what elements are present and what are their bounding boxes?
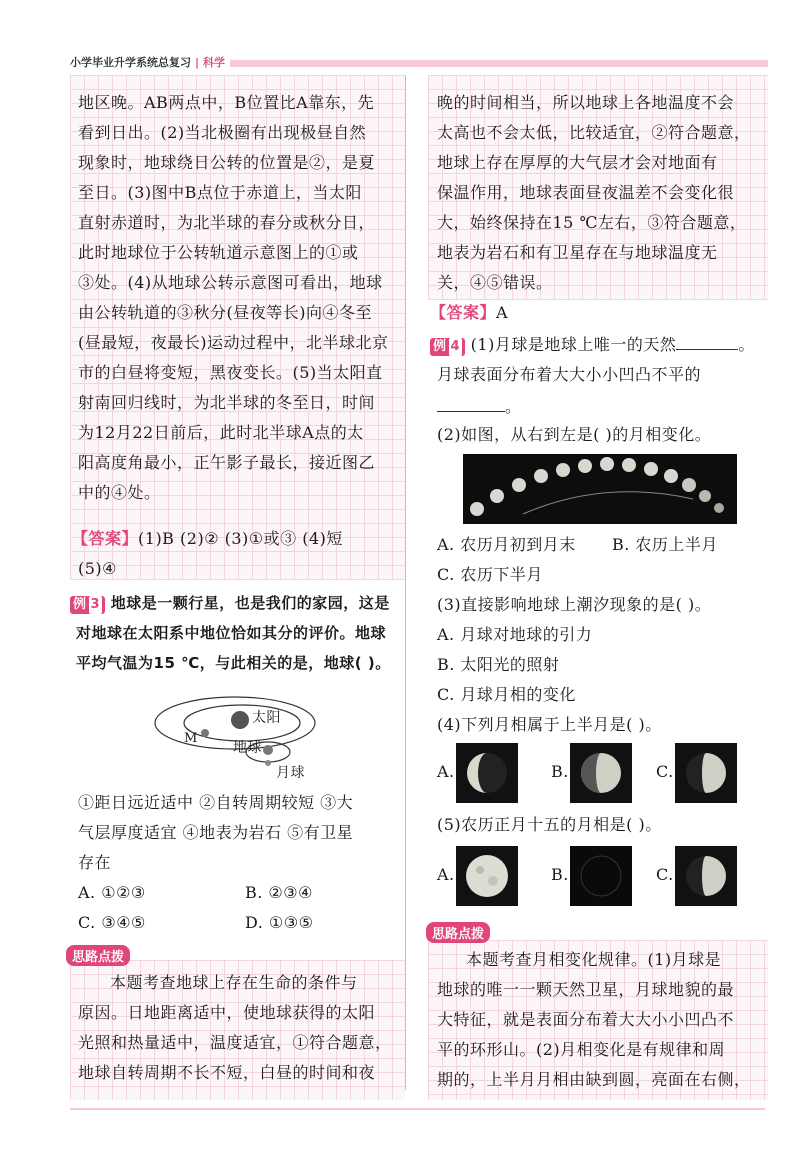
right-tip-badge: 思路点拨 [426,922,490,943]
right-line-5: 大，始终保持在15 ℃左右，③符合题意， [437,213,747,232]
fig-label-m: M [184,731,198,746]
ex4-q2: 月球表面分布着大大小小凹凸不平的 [437,365,702,384]
ex4-q3-a: A. 农历月初到月末 [437,535,576,554]
ex4-q6-option-a-image[interactable] [456,846,518,906]
right-tip-line-5: 期的，上半月月相由缺到圆，亮面在右侧， [437,1070,751,1089]
right-line-3: 地球上存在厚厚的大气层才会对地面有 [437,153,718,172]
ex3-opt-line2: 气层厚度适宜 ④地表为岩石 ⑤有卫星 [78,823,354,842]
ex4-q5-option-b-image[interactable] [570,743,632,803]
ex4-q6: (5)农历正月十五的月相是( )。 [437,815,662,834]
ex4-q6-label-b: B. [551,865,569,884]
full-moon-icon [466,855,508,897]
right-line-4: 保温作用，地球表面昼夜温差不会变化很 [437,183,735,202]
moon-6 [578,459,592,473]
left-line-1: 地区晚。AB两点中，B位置比A靠东，先 [78,93,375,112]
moon-1 [470,502,484,516]
left-grid [70,75,405,580]
ex4-line1 [430,335,755,356]
header-separator: | [195,56,200,69]
moon-phase-svg [463,454,737,524]
right-line-6: 地表为岩石和有卫星存在与地球温度无 [437,243,718,262]
book-title: 小学毕业升学系统总复习 [70,56,191,69]
left-line-7: ③处。(4)从地球公转示意图可看出，地球 [78,273,383,292]
left-line-2: 看到日出。(2)当北极圈有出现极昼自然 [78,123,367,142]
moon-11 [682,478,696,492]
ex4-q4-b: B. 太阳光的照射 [437,655,560,674]
ex3-opt-line1: ①距日远近适中 ②自转周期较短 ③大 [78,793,354,812]
right-answer-text: A [496,303,509,322]
left-line-8: 由公转轨道的③秋分(昼夜等长)向④冬至 [78,303,372,322]
fig-label-moon: 月球 [276,765,305,781]
footer-bar [70,1108,765,1110]
column-divider [405,75,406,1090]
ex4-q6-option-b-image[interactable] [570,846,632,906]
moon-phase-strip [463,454,737,524]
ex3-choice-d: D. ①③⑤ [245,913,314,932]
left-line-6: 此时地球位于公转轨道示意图上的①或 [78,243,359,262]
ex4-q6-label-a: A. [437,865,455,884]
right-tip-line-1: 本题考查月相变化规律。(1)月球是 [466,950,722,969]
answer-text: (1)B (2)② (3)①或③ (4)短 [138,529,343,548]
fig-label-earth: 地球 [233,740,262,756]
left-tip-line-2: 原因。日地距离适中，使地球获得的太阳 [78,1003,376,1022]
left-answer [72,529,343,549]
ex4-q5-option-c-image[interactable] [675,743,737,803]
moon-12 [699,490,711,502]
ex4-q1: (1)月球是地球上唯一的天然 [470,335,677,354]
left-line-4: 至日。(3)图中B点位于赤道上，当太阳 [78,183,362,202]
ex4-q5-label-c: C. [656,762,674,781]
left-line-14: 中的④处。 [78,483,161,502]
right-line-7: 关，④⑤错误。 [437,273,553,292]
right-answer-label: 【答案】 [430,303,497,322]
left-line-5: 直射赤道时，为北半球的春分或秋分日， [78,213,376,232]
ex3-q1: 地球是一颗行星，也是我们的家园，这是 [110,594,390,612]
ex3-choice-a: A. ①②③ [78,883,146,902]
half-right-icon [702,753,726,793]
moon-arc [523,492,693,514]
moon-2 [490,489,504,503]
ex4-q1-end: 。 [738,335,755,354]
moon-10 [664,469,678,483]
left-tip-line-1: 本题考查地球上存在生命的条件与 [110,973,358,992]
ex3-opt-line3: 存在 [78,853,112,872]
moon-5 [556,463,570,477]
right-tip-line-2: 地球的唯一一颗天然卫星，月球地貌的最 [437,980,735,999]
ex3-choice-b: B. ②③④ [245,883,313,902]
moon-13 [714,503,724,513]
right-line-2: 太高也不会太低，比较适宜，②符合题意， [437,123,751,142]
ex4-badge: 例 4 [430,338,465,356]
left-line-12: 为12月22日前后，此时北半球A点的太 [78,423,364,442]
ex4-q2-blank-line [437,397,522,417]
left-tip-line-3: 光照和热量适中，温度适宜，①符合题意， [78,1033,392,1052]
moon-7 [600,457,614,471]
moon-4 [534,469,548,483]
ex4-q3-c: C. 农历下半月 [437,565,543,584]
ex3-badge: 例 3 [70,596,105,614]
ex4-q3: (2)如图，从右到左是( )的月相变化。 [437,425,712,444]
m-point [201,729,209,737]
ex3-q3: 平均气温为15 ℃，与此相关的是，地球( )。 [76,654,391,672]
ex3-q2: 对地球在太阳系中地位恰如其分的评价。地球 [76,624,387,642]
ex4-blank-1[interactable] [676,349,738,350]
ex4-q5-label-a: A. [437,762,455,781]
left-line-10: 市的白昼将变短，黑夜变长。(5)当太阳直 [78,363,383,382]
ex4-blank-2[interactable] [437,411,505,412]
ex4-q4-c: C. 月球月相的变化 [437,685,576,704]
right-answer [430,303,508,323]
ex3-question-line1 [70,593,390,614]
right-line-1: 晚的时间相当，所以地球上各地温度不会 [437,93,735,112]
ex4-q5-label-b: B. [551,762,569,781]
ex4-q3-b: B. 农历上半月 [612,535,718,554]
earth-shape [263,745,273,755]
half-moon-right-icon [702,856,726,896]
ex4-q4: (3)直接影响地球上潮汐现象的是( )。 [437,595,712,614]
subject-label: 科学 [203,56,226,69]
ex4-q5-option-a-image[interactable] [456,743,518,803]
left-line-13: 阳高度角最小，正午影子最长，接近图乙 [78,453,376,472]
page-header [70,54,225,70]
moon-shape [265,760,271,766]
right-tip-line-3: 大特征，就是表面分布着大大小小凹凸不 [437,1010,735,1029]
sun-shape [231,711,249,729]
moon-9 [644,462,658,476]
right-tip-line-4: 平的环形山。(2)月相变化是有规律和周 [437,1040,726,1059]
new-moon-icon [581,856,621,896]
moon-3 [512,478,526,492]
ex4-q4-a: A. 月球对地球的引力 [437,625,593,644]
ex4-q2-end: 。 [505,397,522,416]
header-bar [230,60,768,67]
ex3-choice-c: C. ③④⑤ [78,913,146,932]
answer-label: 【答案】 [72,529,139,548]
left-line-3: 现象时，地球绕日公转的位置是②，是夏 [78,153,376,172]
left-tip-line-4: 地球自转周期不长不短，白昼的时间和夜 [78,1063,376,1082]
ex4-q5: (4)下列月相属于上半月是( )。 [437,715,662,734]
fig-label-sun: 太阳 [252,710,281,726]
left-answer-cont: (5)④ [78,559,118,578]
ex4-q6-label-c: C. [656,865,674,884]
ex4-q6-option-c-image[interactable] [675,846,737,906]
left-line-11: 射南回归线时，为北半球的冬至日，时间 [78,393,376,412]
left-line-9: (昼最短，夜最长)运动过程中，北半球北京 [78,333,389,352]
left-tip-badge: 思路点拨 [66,945,130,966]
moon-8 [622,458,636,472]
